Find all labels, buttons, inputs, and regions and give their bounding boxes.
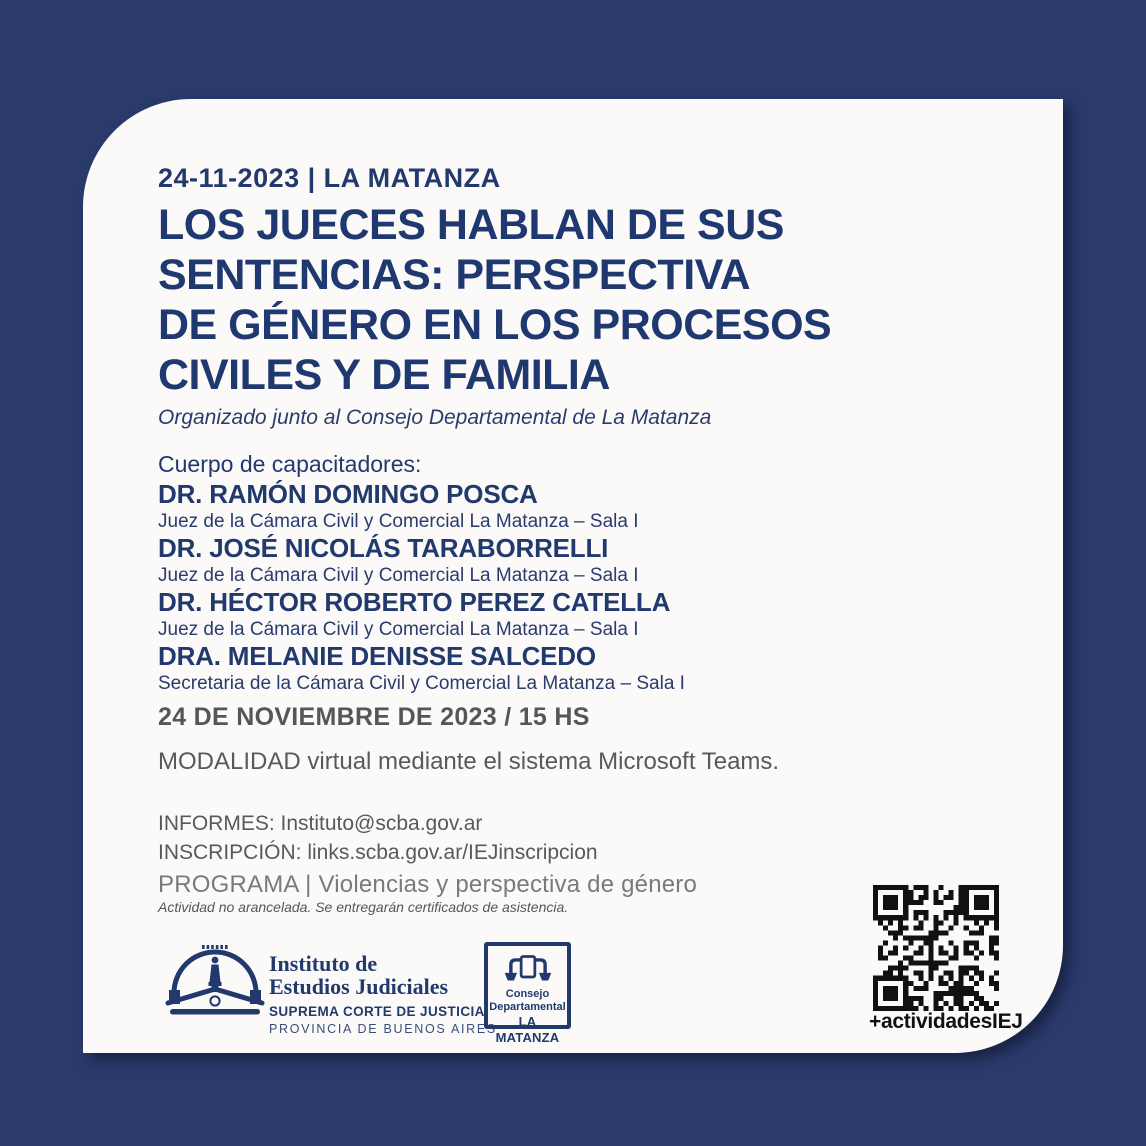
registration-line: INSCRIPCIÓN: links.scba.gov.ar/IEJinscripcion [158, 841, 598, 864]
trainer-item [158, 588, 685, 642]
trainers-heading: Cuerpo de capacitadores: [158, 451, 422, 477]
council-name-line2: Departamental [489, 1001, 566, 1013]
province-label: PROVINCIA DE BUENOS AIRES [269, 1022, 497, 1036]
council-logo-box [484, 942, 571, 1045]
institute-name-line2: Estudios Judiciales [269, 974, 449, 999]
title-line-4: CIVILES Y DE FAMILIA [158, 351, 610, 399]
qr-caption: +actividadesIEJ [869, 1010, 1023, 1033]
council-location: LA MATANZA [495, 1014, 560, 1045]
institute-name-line1: Instituto de [269, 951, 378, 976]
trainer-item [158, 534, 685, 588]
trainer-role: Juez de la Cámara Civil y Comercial La Matanza – Sala I [158, 511, 639, 532]
title-line-2: SENTENCIAS: PERSPECTIVA [158, 251, 751, 299]
qr-code [873, 885, 999, 1011]
trainers-list [158, 480, 685, 696]
trainer-role: Secretaria de la Cámara Civil y Comercial La Matanza – Sala I [158, 673, 685, 694]
council-name-line1: Consejo [505, 988, 550, 1000]
trainer-name: DRA. MELANIE DENISSE SALCEDO [158, 641, 596, 671]
trainer-role: Juez de la Cámara Civil y Comercial La Matanza – Sala I [158, 565, 639, 586]
contact-block [158, 809, 598, 867]
trainer-name: DR. HÉCTOR ROBERTO PEREZ CATELLA [158, 587, 671, 617]
title-line-1: LOS JUECES HABLAN DE SUS [158, 201, 784, 249]
trainer-item [158, 480, 685, 534]
trainer-name: DR. JOSÉ NICOLÁS TARABORRELLI [158, 533, 609, 563]
info-line: INFORMES: Instituto@scba.gov.ar [158, 812, 483, 835]
program-line: PROGRAMA | Violencias y perspectiva de género [158, 871, 698, 898]
trainer-item [158, 642, 685, 696]
institute-logo-text [269, 952, 497, 1036]
scales-icon [503, 951, 553, 988]
modality-note: MODALIDAD virtual mediante el sistema Microsoft Teams. [158, 748, 780, 775]
disclaimer-note: Actividad no arancelada. Se entregarán certificados de asistencia. [158, 899, 569, 915]
event-datetime: 24 DE NOVIEMBRE DE 2023 / 15 HS [158, 703, 590, 731]
supreme-court-label: SUPREMA CORTE DE JUSTICIA [269, 1004, 485, 1019]
trainer-role: Juez de la Cámara Civil y Comercial La Matanza – Sala I [158, 619, 639, 640]
trainer-name: DR. RAMÓN DOMINGO POSCA [158, 479, 538, 509]
justice-dome-icon [165, 944, 265, 1018]
organizer-note: Organizado junto al Consejo Departamental de La Matanza [158, 406, 712, 429]
flyer-card [83, 99, 1063, 1053]
event-title [158, 200, 831, 400]
event-date-location: 24-11-2023 | LA MATANZA [158, 163, 501, 193]
title-line-3: DE GÉNERO EN LOS PROCESOS [158, 301, 832, 349]
